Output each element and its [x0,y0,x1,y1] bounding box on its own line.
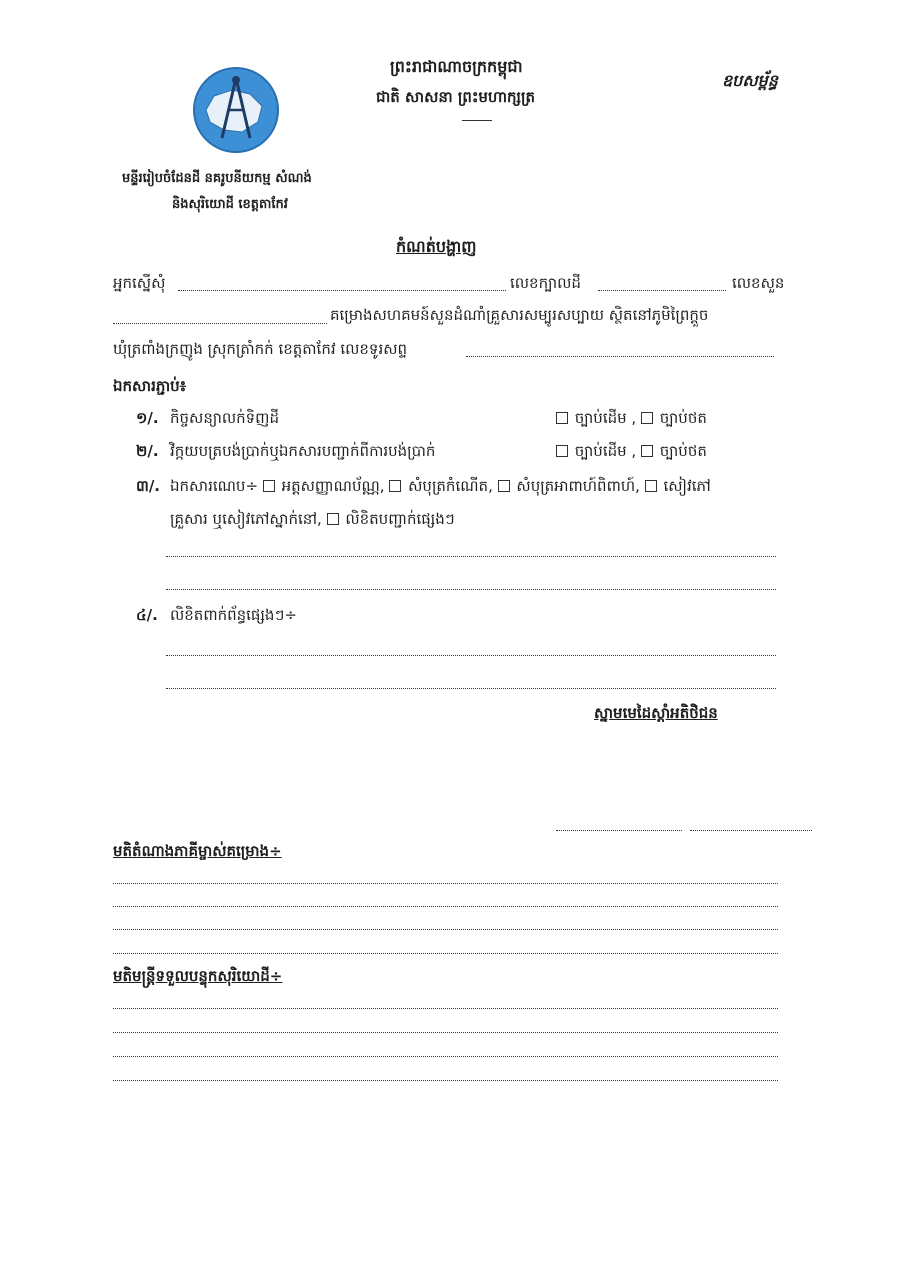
item-3-field-2[interactable] [166,589,776,590]
item-2-options [556,442,707,464]
department-line-1: មន្ទីររៀបចំដែនដី នគរូបនីយកម្ម សំណង់ [122,171,312,186]
officer-opinion-line-1[interactable] [113,1008,778,1009]
officer-opinion-heading: មតិមន្ត្រីទទួលបន្ទុកសុរិយោដី÷ [113,967,283,985]
phone-field[interactable] [466,356,774,357]
item-4-field-1[interactable] [166,655,776,656]
item-3-options-line-2 [170,510,455,532]
code-label: លេខសួន [732,274,785,292]
annex-label: ឧបសម្ព័ន្ធ [722,71,778,90]
item-3-number: ៣/. [136,477,160,495]
separator: , [631,409,637,427]
parcel-field[interactable] [598,290,726,291]
owner-opinion-line-1[interactable] [113,883,778,884]
officer-opinion-line-2[interactable] [113,1032,778,1033]
item-2-text: វិក្កយបត្របង់ប្រាក់ឬឯកសារបញ្ជាក់ពីការបង់ប្រាក់ [170,442,436,460]
item-3-field-1[interactable] [166,556,776,557]
officer-opinion-line-4[interactable] [113,1080,778,1081]
id-card-label: អត្តសញ្ញាណប័ណ្ណ [281,477,380,495]
separator: , [488,477,493,495]
item-2-copy-label: ច្បាប់ថត [659,442,707,460]
parcel-label: លេខក្បាលដី [510,274,581,292]
department-line-2: និងសុរិយោដី ខេត្តតាកែវ [172,197,288,212]
item-2-copy-checkbox[interactable] [641,445,653,457]
other-cert-checkbox[interactable] [327,513,339,525]
motto-divider [462,120,492,121]
item-1-copy-label: ច្បាប់ថត [659,409,707,427]
item-1-number: ១/. [136,409,159,427]
separator: , [317,510,322,528]
item-1-copy-checkbox[interactable] [641,412,653,424]
item-2-original-label: ច្បាប់ដើម [574,442,627,460]
separator: , [379,477,385,495]
owner-opinion-heading: មតិតំណាងភាគីម្ចាស់គម្រោង÷ [113,842,282,860]
separator: , [631,442,637,460]
kingdom-title: ព្រះរាជាណាចក្រកម្ពុជា [390,57,523,76]
signature-field-1[interactable] [556,830,682,831]
code-field[interactable] [113,323,327,324]
form-title: កំណត់បង្ហាញ [396,237,477,256]
owner-opinion-line-3[interactable] [113,929,778,930]
applicant-field[interactable] [178,290,506,291]
officer-opinion-line-3[interactable] [113,1056,778,1057]
other-cert-label: លិខិតបញ្ជាក់ផ្សេងៗ [345,510,455,528]
item-1-original-label: ច្បាប់ដើម [574,409,627,427]
item-1-options [556,409,707,431]
signature-label: ស្នាមមេដៃស្តាំអតិថិជន [594,704,718,722]
family-book-label: សៀវភៅ [663,477,711,495]
item-4-field-2[interactable] [166,688,776,689]
applicant-label: អ្នកស្នើសុំ [113,274,166,292]
item-4-number: ៤/. [136,606,158,624]
department-logo [192,66,280,154]
item-2-number: ២/. [136,442,159,460]
national-motto: ជាតិ សាសនា ព្រះមហាក្សត្រ [376,88,535,106]
signature-field-2[interactable] [690,830,812,831]
family-book-checkbox[interactable] [645,480,657,492]
item-3-options-line-1 [170,477,711,499]
birth-cert-checkbox[interactable] [389,480,401,492]
project-text: គម្រោងសហគមន៍សួនដំណាំគ្រួសារសម្បូរសប្បាយ ស្ថិតនៅភូមិព្រៃក្តួច [330,306,709,324]
owner-opinion-line-2[interactable] [113,906,778,907]
attachments-heading: ឯកសារភ្ជាប់៖ [113,377,187,395]
id-card-checkbox[interactable] [263,480,275,492]
item-2-original-checkbox[interactable] [556,445,568,457]
marriage-cert-label: សំបុត្រអាពាហ៍ពិពាហ៍ [516,477,636,495]
location-text: ឃុំត្រពាំងក្រញូង ស្រុកត្រាំកក់ ខេត្តតាកែវ លេខទូរសព្ទ [113,340,408,358]
item-4-text: លិខិតពាក់ព័ន្ធផ្សេងៗ÷ [170,606,297,624]
item-1-original-checkbox[interactable] [556,412,568,424]
marriage-cert-checkbox[interactable] [498,480,510,492]
separator: , [635,477,640,495]
family-book-label-cont: គ្រួសារ ឬសៀវភៅស្នាក់នៅ [170,510,318,528]
item-3-prefix: ឯកសារណេប÷ [170,477,259,495]
owner-opinion-line-4[interactable] [113,953,778,954]
item-1-text: កិច្ចសន្យាលក់ទិញដី [170,409,279,427]
birth-cert-label: សំបុត្រកំណើត [408,477,489,495]
